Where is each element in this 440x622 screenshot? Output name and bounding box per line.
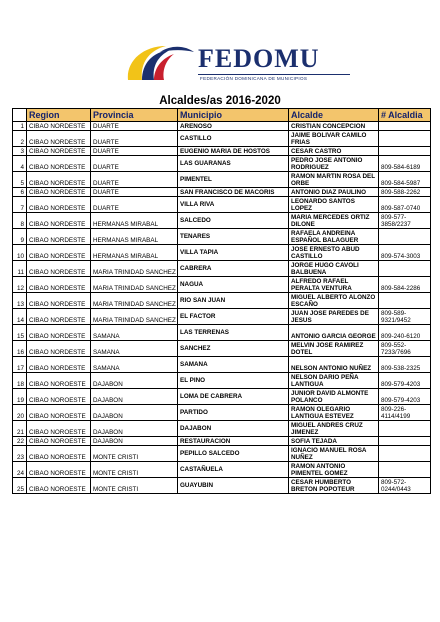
alcalde-cell: JOSE ERNESTO ABUD CASTILLO	[289, 245, 379, 261]
table-row	[13, 462, 431, 478]
row-number: 12	[13, 277, 27, 293]
municipio-cell: LAS GUARANAS	[178, 156, 289, 172]
table-row	[13, 197, 431, 213]
alcalde-cell: MARIA MERCEDES ORTIZ DILONE	[289, 213, 379, 229]
row-number: 24	[13, 462, 27, 478]
municipio-cell: EUGENIO MARIA DE HOSTOS	[178, 147, 289, 156]
alcalde-cell: JUNIOR DAVID ALMONTE POLANCO	[289, 389, 379, 405]
alcalde-cell: MIGUEL ANDRES CRUZ JIMENEZ	[289, 421, 379, 437]
table-body	[13, 122, 431, 494]
alcaldia-phone-cell	[379, 229, 431, 245]
municipio-cell: PIMENTEL	[178, 172, 289, 188]
alcaldia-phone-cell	[379, 293, 431, 309]
alcalde-cell: CESAR HUMBERTO BRETON POPOTEUR	[289, 478, 379, 494]
alcaldia-phone-cell	[379, 446, 431, 462]
table-row	[13, 245, 431, 261]
table-row	[13, 261, 431, 277]
row-number: 22	[13, 437, 27, 446]
logo-divider	[198, 74, 350, 75]
alcalde-cell: JORGE HUGO CAVOLI BALBUENA	[289, 261, 379, 277]
row-number: 18	[13, 373, 27, 389]
row-number: 17	[13, 357, 27, 373]
municipio-cell: DAJABON	[178, 421, 289, 437]
table-row	[13, 277, 431, 293]
municipio-cell: CASTILLO	[178, 131, 289, 147]
region-cell: CIBAO NORDESTE	[27, 245, 91, 261]
row-number: 23	[13, 446, 27, 462]
table-row	[13, 389, 431, 405]
region-cell: CIBAO NORDESTE	[27, 213, 91, 229]
region-cell: CIBAO NORDESTE	[27, 341, 91, 357]
header-municipio: Municipio	[178, 109, 289, 122]
provincia-cell: DUARTE	[91, 122, 178, 131]
alcaldia-phone-cell: 809-587-0740	[379, 197, 431, 213]
region-cell: CIBAO NOROESTE	[27, 373, 91, 389]
alcalde-cell: RAMON MARTIN ROSA DEL ORBE	[289, 172, 379, 188]
municipio-cell: EL PINO	[178, 373, 289, 389]
alcalde-cell: JAIME BOLIVAR CAMILO FRIAS	[289, 131, 379, 147]
alcaldia-phone-cell: 809-584-2286	[379, 277, 431, 293]
alcalde-cell: LEONARDO SANTOS LOPEZ	[289, 197, 379, 213]
alcaldia-phone-cell	[379, 421, 431, 437]
alcaldia-phone-cell	[379, 122, 431, 131]
fedomu-emblem-icon	[120, 40, 200, 84]
row-number: 14	[13, 309, 27, 325]
row-number: 10	[13, 245, 27, 261]
alcalde-cell: JUAN JOSE PAREDES DE JESUS	[289, 309, 379, 325]
municipio-cell: SAN FRANCISCO DE MACORIS	[178, 188, 289, 197]
table-row	[13, 172, 431, 188]
alcalde-cell: RAMON OLEGARIO LANTIGUA ESTEVEZ	[289, 405, 379, 421]
row-number: 13	[13, 293, 27, 309]
region-cell: CIBAO NOROESTE	[27, 462, 91, 478]
provincia-cell: MARIA TRINIDAD SANCHEZ	[91, 309, 178, 325]
region-cell: CIBAO NOROESTE	[27, 389, 91, 405]
provincia-cell: DUARTE	[91, 156, 178, 172]
provincia-cell: MONTE CRISTI	[91, 462, 178, 478]
provincia-cell: DUARTE	[91, 147, 178, 156]
municipio-cell: GUAYUBIN	[178, 478, 289, 494]
region-cell: CIBAO NORDESTE	[27, 188, 91, 197]
row-number: 21	[13, 421, 27, 437]
table-row	[13, 421, 431, 437]
region-cell: CIBAO NOROESTE	[27, 478, 91, 494]
provincia-cell: MARIA TRINIDAD SANCHEZ	[91, 261, 178, 277]
table-row	[13, 357, 431, 373]
table-row	[13, 405, 431, 421]
fedomu-logo	[120, 40, 350, 84]
provincia-cell: SAMANA	[91, 357, 178, 373]
provincia-cell: SAMANA	[91, 325, 178, 341]
provincia-cell: DUARTE	[91, 197, 178, 213]
provincia-cell: DUARTE	[91, 172, 178, 188]
municipio-cell: SANCHEZ	[178, 341, 289, 357]
region-cell: CIBAO NORDESTE	[27, 122, 91, 131]
alcaldia-phone-cell	[379, 131, 431, 147]
row-number: 5	[13, 172, 27, 188]
municipio-cell: RIO SAN JUAN	[178, 293, 289, 309]
provincia-cell: MARIA TRINIDAD SANCHEZ	[91, 293, 178, 309]
table-row	[13, 131, 431, 147]
row-number: 15	[13, 325, 27, 341]
alcalde-cell: MELVIN JOSE RAMIREZ DOTEL	[289, 341, 379, 357]
region-cell: CIBAO NOROESTE	[27, 405, 91, 421]
row-number: 20	[13, 405, 27, 421]
alcalde-cell: RAFAELA ANDREINA ESPAÑOL BALAGUER	[289, 229, 379, 245]
alcaldia-phone-cell: 809-226-4114/4199	[379, 405, 431, 421]
alcaldia-phone-cell: 809-589-9321/9452	[379, 309, 431, 325]
row-number: 7	[13, 197, 27, 213]
municipio-cell: SAMANA	[178, 357, 289, 373]
alcalde-cell: ALFREDO RAFAEL PERALTA VENTURA	[289, 277, 379, 293]
table-row	[13, 229, 431, 245]
alcalde-cell: MIGUEL ALBERTO ALONZO ESCAÑO	[289, 293, 379, 309]
provincia-cell: DUARTE	[91, 188, 178, 197]
row-number: 25	[13, 478, 27, 494]
region-cell: CIBAO NORDESTE	[27, 172, 91, 188]
provincia-cell: MONTE CRISTI	[91, 478, 178, 494]
municipio-cell: ARENOSO	[178, 122, 289, 131]
provincia-cell: DAJABON	[91, 421, 178, 437]
row-number: 1	[13, 122, 27, 131]
region-cell: CIBAO NORDESTE	[27, 131, 91, 147]
region-cell: CIBAO NORDESTE	[27, 277, 91, 293]
region-cell: CIBAO NOROESTE	[27, 446, 91, 462]
municipio-cell: CABRERA	[178, 261, 289, 277]
alcaldia-phone-cell	[379, 462, 431, 478]
region-cell: CIBAO NORDESTE	[27, 156, 91, 172]
municipio-cell: NAGUA	[178, 277, 289, 293]
alcalde-cell: PEDRO JOSE ANTONIO RODRIGUEZ	[289, 156, 379, 172]
provincia-cell: DAJABON	[91, 405, 178, 421]
provincia-cell: HERMANAS MIRABAL	[91, 245, 178, 261]
table-row	[13, 478, 431, 494]
provincia-cell: HERMANAS MIRABAL	[91, 229, 178, 245]
table-row	[13, 213, 431, 229]
table-row	[13, 156, 431, 172]
alcalde-cell: CRISTIAN CONCEPCION	[289, 122, 379, 131]
header-alcalde: Alcalde	[289, 109, 379, 122]
alcalde-cell: CESAR CASTRO	[289, 147, 379, 156]
table-row	[13, 446, 431, 462]
provincia-cell: HERMANAS MIRABAL	[91, 213, 178, 229]
table-row	[13, 325, 431, 341]
alcalde-cell: ANTONIO DIAZ PAULINO	[289, 188, 379, 197]
provincia-cell: DAJABON	[91, 389, 178, 405]
region-cell: CIBAO NORDESTE	[27, 147, 91, 156]
table-row	[13, 147, 431, 156]
region-cell: CIBAO NORDESTE	[27, 357, 91, 373]
header-alcaldia: # Alcaldia	[379, 109, 431, 122]
row-number: 3	[13, 147, 27, 156]
municipio-cell: PARTIDO	[178, 405, 289, 421]
municipio-cell: VILLA RIVA	[178, 197, 289, 213]
alcalde-cell: ANTONIO GARCIA GEORGE	[289, 325, 379, 341]
alcaldia-phone-cell: 809-588-2262	[379, 188, 431, 197]
alcalde-cell: NELSON DARIO PEÑA LANTIGUA	[289, 373, 379, 389]
alcaldia-phone-cell: 809-584-5987	[379, 172, 431, 188]
provincia-cell: DUARTE	[91, 131, 178, 147]
header-provincia: Provincia	[91, 109, 178, 122]
alcaldia-phone-cell: 809-579-4203	[379, 373, 431, 389]
page-title: Alcaldes/as 2016-2020	[159, 95, 281, 107]
table-row	[13, 293, 431, 309]
alcaldia-phone-cell: 809-572-0244/0443	[379, 478, 431, 494]
row-number: 16	[13, 341, 27, 357]
logo-subtitle: FEDERACIÓN DOMINICANA DE MUNICIPIOS	[200, 76, 308, 81]
alcalde-cell: NELSON ANTONIO NUÑEZ	[289, 357, 379, 373]
table-row	[13, 373, 431, 389]
row-number: 6	[13, 188, 27, 197]
municipio-cell: VILLA TAPIA	[178, 245, 289, 261]
provincia-cell: DAJABON	[91, 373, 178, 389]
alcalde-cell: IGNACIO MANUEL ROSA NUÑEZ	[289, 446, 379, 462]
table-row	[13, 122, 431, 131]
provincia-cell: DAJABON	[91, 437, 178, 446]
row-number: 11	[13, 261, 27, 277]
row-number: 9	[13, 229, 27, 245]
row-number: 4	[13, 156, 27, 172]
table-row	[13, 188, 431, 197]
table-row	[13, 437, 431, 446]
alcaldes-table	[12, 108, 431, 494]
region-cell: CIBAO NORDESTE	[27, 261, 91, 277]
region-cell: CIBAO NORDESTE	[27, 229, 91, 245]
header-region: Region	[27, 109, 91, 122]
provincia-cell: MARIA TRINIDAD SANCHEZ	[91, 277, 178, 293]
row-number: 8	[13, 213, 27, 229]
region-cell: CIBAO NORDESTE	[27, 293, 91, 309]
municipio-cell: SALCEDO	[178, 213, 289, 229]
alcalde-cell: RAMON ANTONIO PIMENTEL GOMEZ	[289, 462, 379, 478]
municipio-cell: LAS TERRENAS	[178, 325, 289, 341]
provincia-cell: MONTE CRISTI	[91, 446, 178, 462]
row-number: 19	[13, 389, 27, 405]
municipio-cell: PEPILLO SALCEDO	[178, 446, 289, 462]
alcaldia-phone-cell	[379, 261, 431, 277]
alcalde-cell: SOFIA TEJADA	[289, 437, 379, 446]
alcaldia-phone-cell: 809-579-4203	[379, 389, 431, 405]
municipio-cell: EL FACTOR	[178, 309, 289, 325]
alcaldia-phone-cell	[379, 437, 431, 446]
alcaldia-phone-cell	[379, 147, 431, 156]
header-num	[13, 109, 27, 122]
table-row	[13, 341, 431, 357]
alcaldia-phone-cell: 809-577-3858/2237	[379, 213, 431, 229]
region-cell: CIBAO NORDESTE	[27, 325, 91, 341]
alcaldia-phone-cell: 809-552-7233/7696	[379, 341, 431, 357]
municipio-cell: RESTAURACION	[178, 437, 289, 446]
alcaldia-phone-cell: 809-584-6189	[379, 156, 431, 172]
row-number: 2	[13, 131, 27, 147]
alcaldia-phone-cell: 809-240-6120	[379, 325, 431, 341]
table-row	[13, 309, 431, 325]
region-cell: CIBAO NORDESTE	[27, 197, 91, 213]
provincia-cell: SAMANA	[91, 341, 178, 357]
region-cell: CIBAO NORDESTE	[27, 309, 91, 325]
municipio-cell: TENARES	[178, 229, 289, 245]
logo-name: FEDOMU	[198, 44, 320, 73]
municipio-cell: LOMA DE CABRERA	[178, 389, 289, 405]
alcaldia-phone-cell: 809-574-3003	[379, 245, 431, 261]
alcaldia-phone-cell: 809-538-2325	[379, 357, 431, 373]
region-cell: CIBAO NOROESTE	[27, 421, 91, 437]
municipio-cell: CASTAÑUELA	[178, 462, 289, 478]
region-cell: CIBAO NOROESTE	[27, 437, 91, 446]
table-header-row	[13, 109, 431, 122]
